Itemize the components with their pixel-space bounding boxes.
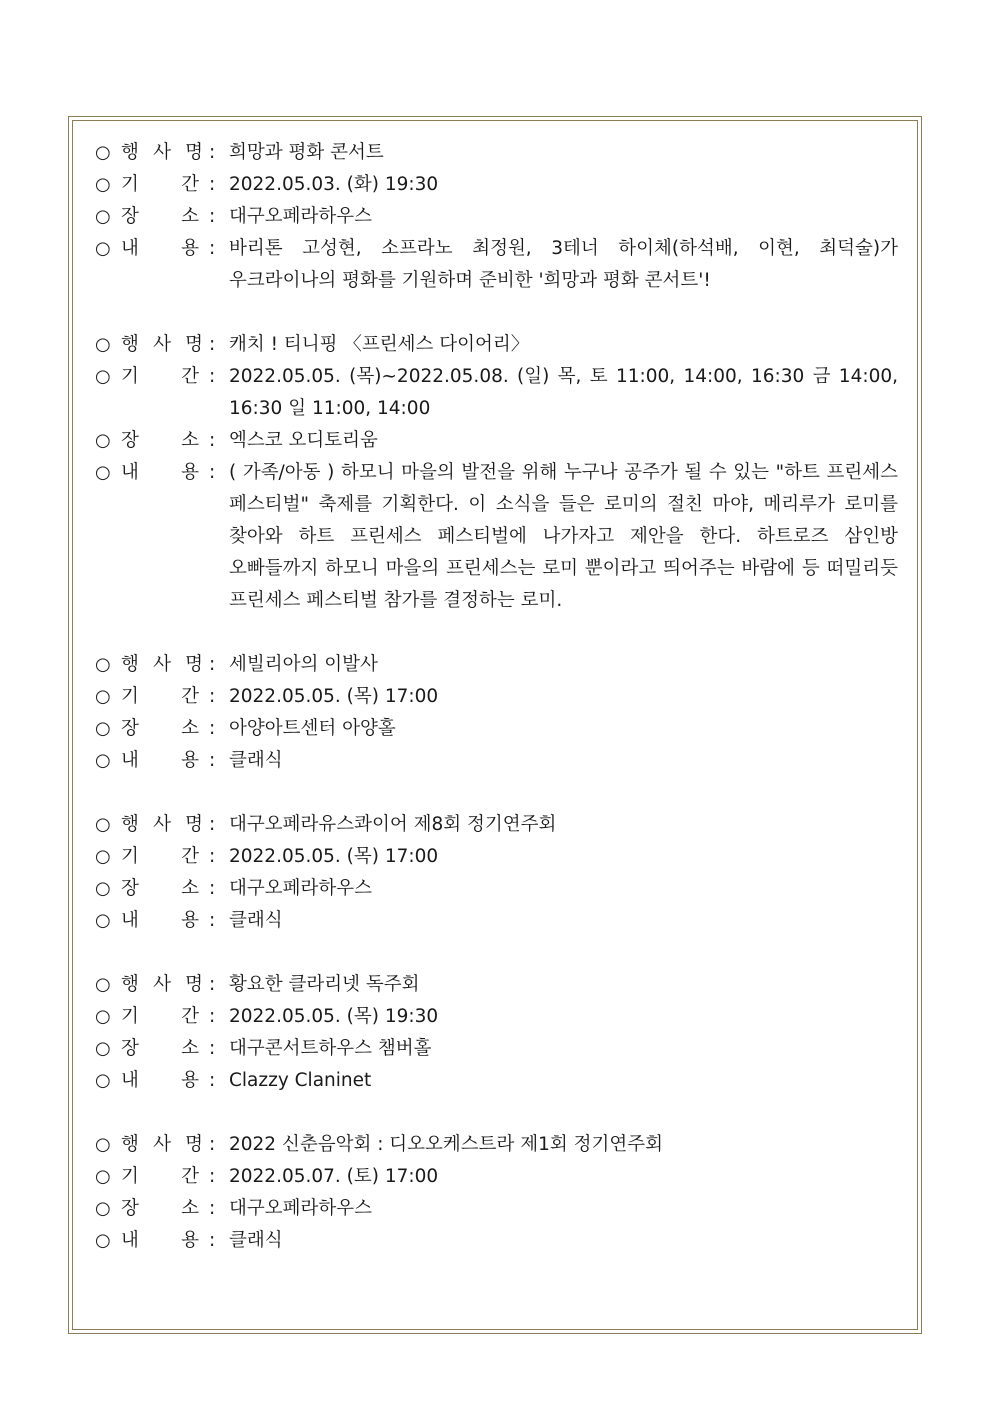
- field-label-content: [121, 1225, 209, 1257]
- colon: :: [209, 1134, 216, 1155]
- event-period-row: [95, 169, 898, 201]
- event-content: Clazzy Claninet: [229, 1070, 372, 1091]
- label-char: 행: [121, 814, 139, 835]
- colon: :: [209, 1198, 216, 1219]
- bullet-icon: ○: [95, 878, 111, 899]
- label-char: 장: [121, 718, 139, 739]
- label-char: 명: [185, 142, 203, 163]
- event-place: 엑스코 오디토리움: [229, 430, 378, 451]
- event-content: ( 가족/아동 ) 하모니 마을의 발전을 위해 누구나 공주가 될 수 있는 "하트 프린세스 페스티벌" 축제를 기획한다. 이 소식을 들은 로미의 절친 마야, 메리루가 로미를 찾아와 하트 프린세스 페스티벌에 나가자고 제안을 한다. 하트로즈 삼인방 오빠들까지 하모니 마을의 프린세스는 로미 뿐이라고 띄어주는 바람에 등 떠밀리듯 프린세스 페스티벌 참가를 결정하는 로미.: [229, 462, 898, 611]
- event-name-row: [95, 1129, 898, 1161]
- event-period: 2022.05.07. (토) 17:00: [229, 1166, 439, 1187]
- event-period-row: [95, 681, 898, 713]
- label-char: 장: [121, 206, 139, 227]
- colon: :: [209, 1166, 216, 1187]
- bullet-icon: ○: [95, 974, 111, 995]
- field-label-name: [121, 329, 209, 361]
- colon: :: [209, 974, 216, 995]
- bullet-icon: ○: [95, 1166, 111, 1187]
- bullet-icon: ○: [95, 462, 111, 483]
- event-period-row: [95, 1161, 898, 1193]
- label-char: 용: [181, 750, 199, 771]
- label-char: 소: [181, 1038, 199, 1059]
- event-place-row: [95, 873, 898, 905]
- event-place-row: [95, 425, 898, 457]
- label-char: 행: [121, 654, 139, 675]
- event-content: 클래식: [229, 750, 283, 771]
- label-char: 용: [181, 910, 199, 931]
- event-place-row: [95, 1033, 898, 1065]
- bullet-icon: ○: [95, 814, 111, 835]
- label-char: 소: [181, 718, 199, 739]
- field-label-name: [121, 1129, 209, 1161]
- bullet-icon: ○: [95, 366, 111, 387]
- field-label-place: [121, 201, 209, 233]
- field-label-place: [121, 713, 209, 745]
- label-char: 소: [181, 430, 199, 451]
- event-place-row: [95, 201, 898, 233]
- label-char: 명: [185, 334, 203, 355]
- bullet-icon: ○: [95, 718, 111, 739]
- event-name: 희망과 평화 콘서트: [229, 142, 384, 163]
- colon: :: [209, 846, 216, 867]
- label-char: 장: [121, 878, 139, 899]
- event-content-row: [95, 1225, 898, 1257]
- event-period-row: [95, 841, 898, 873]
- colon: :: [209, 366, 216, 387]
- label-char: 기: [121, 686, 139, 707]
- bullet-icon: ○: [95, 142, 111, 163]
- bullet-icon: ○: [95, 206, 111, 227]
- label-char: 장: [121, 1198, 139, 1219]
- field-label-content: [121, 457, 209, 617]
- field-label-content: [121, 233, 209, 297]
- label-char: 명: [185, 814, 203, 835]
- event-name-row: [95, 137, 898, 169]
- event-place-row: [95, 713, 898, 745]
- label-char: 사: [153, 1134, 171, 1155]
- event-place: 대구오페라하우스: [229, 206, 372, 227]
- bullet-icon: ○: [95, 846, 111, 867]
- label-char: 기: [121, 1006, 139, 1027]
- event-period: 2022.05.05. (목) 17:00: [229, 686, 439, 707]
- label-char: 기: [121, 366, 139, 387]
- event-period-row: [95, 1001, 898, 1033]
- field-label-content: [121, 745, 209, 777]
- label-char: 사: [153, 142, 171, 163]
- field-label-period: [121, 361, 209, 425]
- bullet-icon: ○: [95, 1006, 111, 1027]
- field-label-period: [121, 169, 209, 201]
- event-item: [95, 969, 898, 1097]
- label-char: 명: [185, 1134, 203, 1155]
- field-label-name: [121, 649, 209, 681]
- event-content: 바리톤 고성현, 소프라노 최정원, 3테너 하이체(하석배, 이현, 최덕술)가 우크라이나의 평화를 기원하며 준비한 '희망과 평화 콘서트'!: [229, 238, 898, 291]
- label-char: 명: [185, 654, 203, 675]
- event-name: 황요한 클라리넷 독주회: [229, 974, 420, 995]
- colon: :: [209, 814, 216, 835]
- label-char: 기: [121, 846, 139, 867]
- bullet-icon: ○: [95, 1038, 111, 1059]
- label-char: 간: [181, 174, 199, 195]
- colon: :: [209, 142, 216, 163]
- field-label-period: [121, 1001, 209, 1033]
- colon: :: [209, 430, 216, 451]
- event-period: 2022.05.05. (목) 19:30: [229, 1006, 439, 1027]
- colon: :: [209, 750, 216, 771]
- field-label-name: [121, 969, 209, 1001]
- event-place-row: [95, 1193, 898, 1225]
- colon: :: [209, 174, 216, 195]
- label-char: 간: [181, 846, 199, 867]
- label-char: 용: [181, 1070, 199, 1091]
- label-char: 명: [185, 974, 203, 995]
- colon: :: [209, 878, 216, 899]
- event-name: 2022 신춘음악회 : 디오오케스트라 제1회 정기연주회: [229, 1134, 664, 1155]
- colon: :: [209, 654, 216, 675]
- colon: :: [209, 206, 216, 227]
- event-place: 대구오페라하우스: [229, 1198, 372, 1219]
- event-content-row: [95, 905, 898, 937]
- event-list: [95, 137, 898, 1289]
- label-char: 용: [181, 462, 199, 483]
- colon: :: [209, 334, 216, 355]
- field-label-period: [121, 681, 209, 713]
- label-char: 행: [121, 974, 139, 995]
- colon: :: [209, 462, 216, 483]
- bullet-icon: ○: [95, 238, 111, 259]
- colon: :: [209, 1006, 216, 1027]
- event-place: 대구오페라하우스: [229, 878, 372, 899]
- bullet-icon: ○: [95, 1230, 111, 1251]
- label-char: 내: [121, 1070, 139, 1091]
- label-char: 소: [181, 1198, 199, 1219]
- bullet-icon: ○: [95, 334, 111, 355]
- field-label-name: [121, 137, 209, 169]
- colon: :: [209, 910, 216, 931]
- colon: :: [209, 238, 216, 259]
- label-char: 용: [181, 1230, 199, 1251]
- event-item: [95, 137, 898, 297]
- event-name-row: [95, 969, 898, 1001]
- field-label-place: [121, 1033, 209, 1065]
- label-char: 소: [181, 206, 199, 227]
- field-label-name: [121, 809, 209, 841]
- label-char: 행: [121, 334, 139, 355]
- label-char: 사: [153, 974, 171, 995]
- label-char: 행: [121, 1134, 139, 1155]
- event-name: 세빌리아의 이발사: [229, 654, 378, 675]
- colon: :: [209, 1038, 216, 1059]
- field-label-period: [121, 841, 209, 873]
- event-content-row: [95, 1065, 898, 1097]
- event-item: [95, 809, 898, 937]
- field-label-place: [121, 1193, 209, 1225]
- event-name: 대구오페라유스콰이어 제8회 정기연주회: [229, 814, 557, 835]
- label-char: 사: [153, 814, 171, 835]
- bullet-icon: ○: [95, 750, 111, 771]
- label-char: 간: [181, 686, 199, 707]
- label-char: 기: [121, 1166, 139, 1187]
- label-char: 내: [121, 238, 139, 259]
- event-name: 캐치 ! 티니핑 〈프린세스 다이어리〉: [229, 334, 530, 355]
- label-char: 내: [121, 910, 139, 931]
- event-content-row: [95, 233, 898, 297]
- bullet-icon: ○: [95, 1070, 111, 1091]
- event-name-row: [95, 809, 898, 841]
- label-char: 소: [181, 878, 199, 899]
- event-place: 아양아트센터 아양홀: [229, 718, 396, 739]
- event-period: 2022.05.03. (화) 19:30: [229, 174, 439, 195]
- label-char: 용: [181, 238, 199, 259]
- label-char: 장: [121, 430, 139, 451]
- label-char: 내: [121, 462, 139, 483]
- event-content-row: [95, 745, 898, 777]
- event-content: 클래식: [229, 1230, 283, 1251]
- event-name-row: [95, 649, 898, 681]
- field-label-place: [121, 425, 209, 457]
- bullet-icon: ○: [95, 910, 111, 931]
- field-label-content: [121, 905, 209, 937]
- field-label-period: [121, 1161, 209, 1193]
- event-content-row: [95, 457, 898, 617]
- label-char: 기: [121, 174, 139, 195]
- field-label-place: [121, 873, 209, 905]
- label-char: 간: [181, 366, 199, 387]
- label-char: 행: [121, 142, 139, 163]
- event-period: 2022.05.05. (목) 17:00: [229, 846, 439, 867]
- colon: :: [209, 1070, 216, 1091]
- event-name-row: [95, 329, 898, 361]
- label-char: 장: [121, 1038, 139, 1059]
- label-char: 내: [121, 1230, 139, 1251]
- event-item: [95, 649, 898, 777]
- bullet-icon: ○: [95, 686, 111, 707]
- event-content: 클래식: [229, 910, 283, 931]
- colon: :: [209, 1230, 216, 1251]
- event-item: [95, 1129, 898, 1257]
- bullet-icon: ○: [95, 1198, 111, 1219]
- label-char: 간: [181, 1006, 199, 1027]
- label-char: 내: [121, 750, 139, 771]
- event-item: [95, 329, 898, 617]
- bullet-icon: ○: [95, 654, 111, 675]
- event-period-row: [95, 361, 898, 425]
- bullet-icon: ○: [95, 1134, 111, 1155]
- field-label-content: [121, 1065, 209, 1097]
- colon: :: [209, 686, 216, 707]
- colon: :: [209, 718, 216, 739]
- label-char: 사: [153, 654, 171, 675]
- event-place: 대구콘서트하우스 챔버홀: [229, 1038, 432, 1059]
- event-period: 2022.05.05. (목)~2022.05.08. (일) 목, 토 11:00, 14:00, 16:30 금 14:00, 16:30 일 11:00, 14:00: [229, 366, 898, 419]
- label-char: 간: [181, 1166, 199, 1187]
- label-char: 사: [153, 334, 171, 355]
- bullet-icon: ○: [95, 174, 111, 195]
- bullet-icon: ○: [95, 430, 111, 451]
